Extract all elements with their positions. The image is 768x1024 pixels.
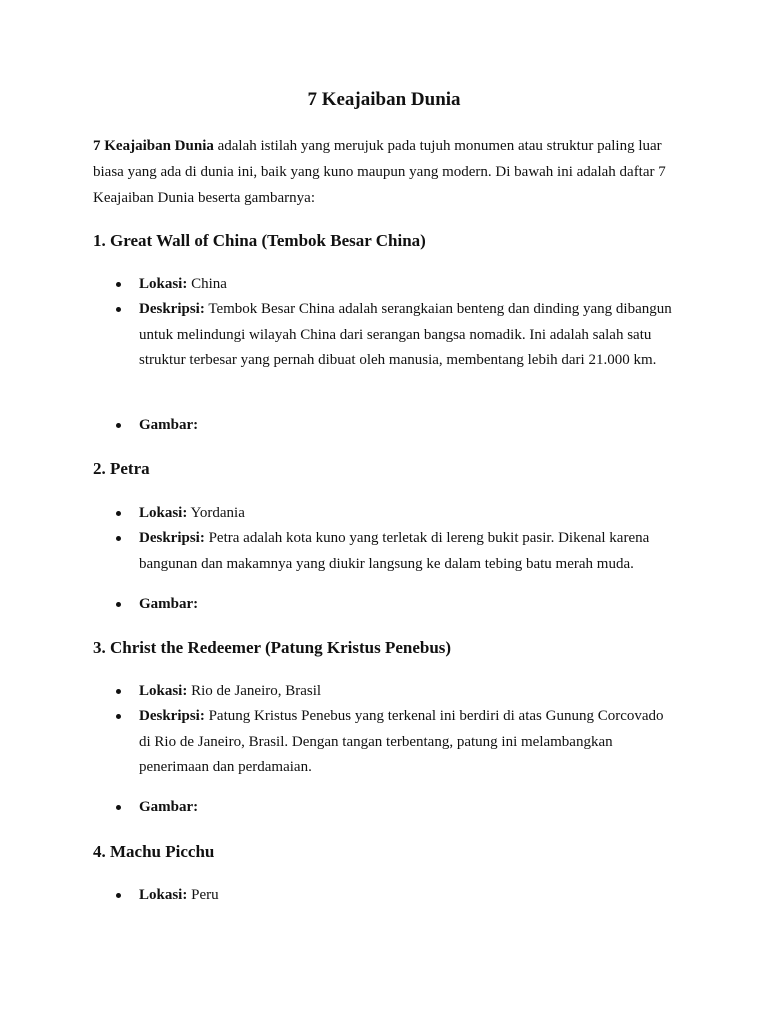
list-item-gambar <box>139 592 674 618</box>
list-item-lokasi <box>139 883 674 909</box>
page-title: 7 Keajaiban Dunia <box>307 89 461 110</box>
lokasi-label: Lokasi: <box>139 505 188 521</box>
gambar-label: Gambar: <box>139 417 199 433</box>
list-item-deskripsi <box>139 297 674 374</box>
deskripsi-label: Deskripsi: <box>139 301 205 317</box>
gambar-label: Gambar: <box>139 799 199 815</box>
list-item-lokasi <box>139 272 674 298</box>
lokasi-value: Rio de Janeiro, Brasil <box>187 683 322 699</box>
lokasi-label: Lokasi: <box>139 683 188 699</box>
section-heading-christ-the-redeemer: 3. Christ the Redeemer (Patung Kristus Penebus) <box>93 638 452 657</box>
intro-text: adalah istilah yang merujuk pada tujuh monumen atau struktur paling luar biasa yang ada di dunia ini, baik yang kuno maupun yang modern. Di bawah ini adalah daftar 7 Keajaiban Dunia beserta gambarnya: <box>93 138 666 206</box>
deskripsi-value: Petra adalah kota kuno yang terletak di lereng bukit pasir. Dikenal karena bangunan dan makamnya yang diukir langsung ke dalam tebing batu merah muda. <box>139 530 650 572</box>
lokasi-label: Lokasi: <box>139 887 188 903</box>
section-heading-great-wall: 1. Great Wall of China (Tembok Besar China) <box>93 231 426 250</box>
deskripsi-value: Patung Kristus Penebus yang terkenal ini berdiri di atas Gunung Corcovado di Rio de Janeiro, Brasil. Dengan tangan terbentang, patung ini melambangkan penerimaan dan perdamaian. <box>139 708 664 775</box>
deskripsi-value: Tembok Besar China adalah serangkaian benteng dan dinding yang dibangun untuk melindungi wilayah China dari serangan bangsa nomadik. Ini adalah salah satu struktur terbesar yang pernah dibuat oleh manusia, membentang lebih dari 21.000 km. <box>139 301 672 368</box>
list-item-gambar <box>139 795 674 821</box>
lokasi-value: Yordania <box>187 505 245 521</box>
list-item-lokasi <box>139 679 674 705</box>
list-item-gambar <box>139 413 674 439</box>
lokasi-value: Peru <box>187 887 219 903</box>
deskripsi-label: Deskripsi: <box>139 530 205 546</box>
list-item-deskripsi <box>139 704 674 781</box>
lokasi-value: China <box>187 276 227 292</box>
intro-bold-lead: 7 Keajaiban Dunia <box>93 138 214 154</box>
list-item-lokasi <box>139 501 674 527</box>
lokasi-label: Lokasi: <box>139 276 188 292</box>
intro-paragraph <box>93 133 683 211</box>
deskripsi-label: Deskripsi: <box>139 708 205 724</box>
list-item-deskripsi <box>139 526 674 577</box>
gambar-label: Gambar: <box>139 596 199 612</box>
section-heading-petra: 2. Petra <box>93 459 150 478</box>
section-heading-machu-picchu: 4. Machu Picchu <box>93 842 215 861</box>
